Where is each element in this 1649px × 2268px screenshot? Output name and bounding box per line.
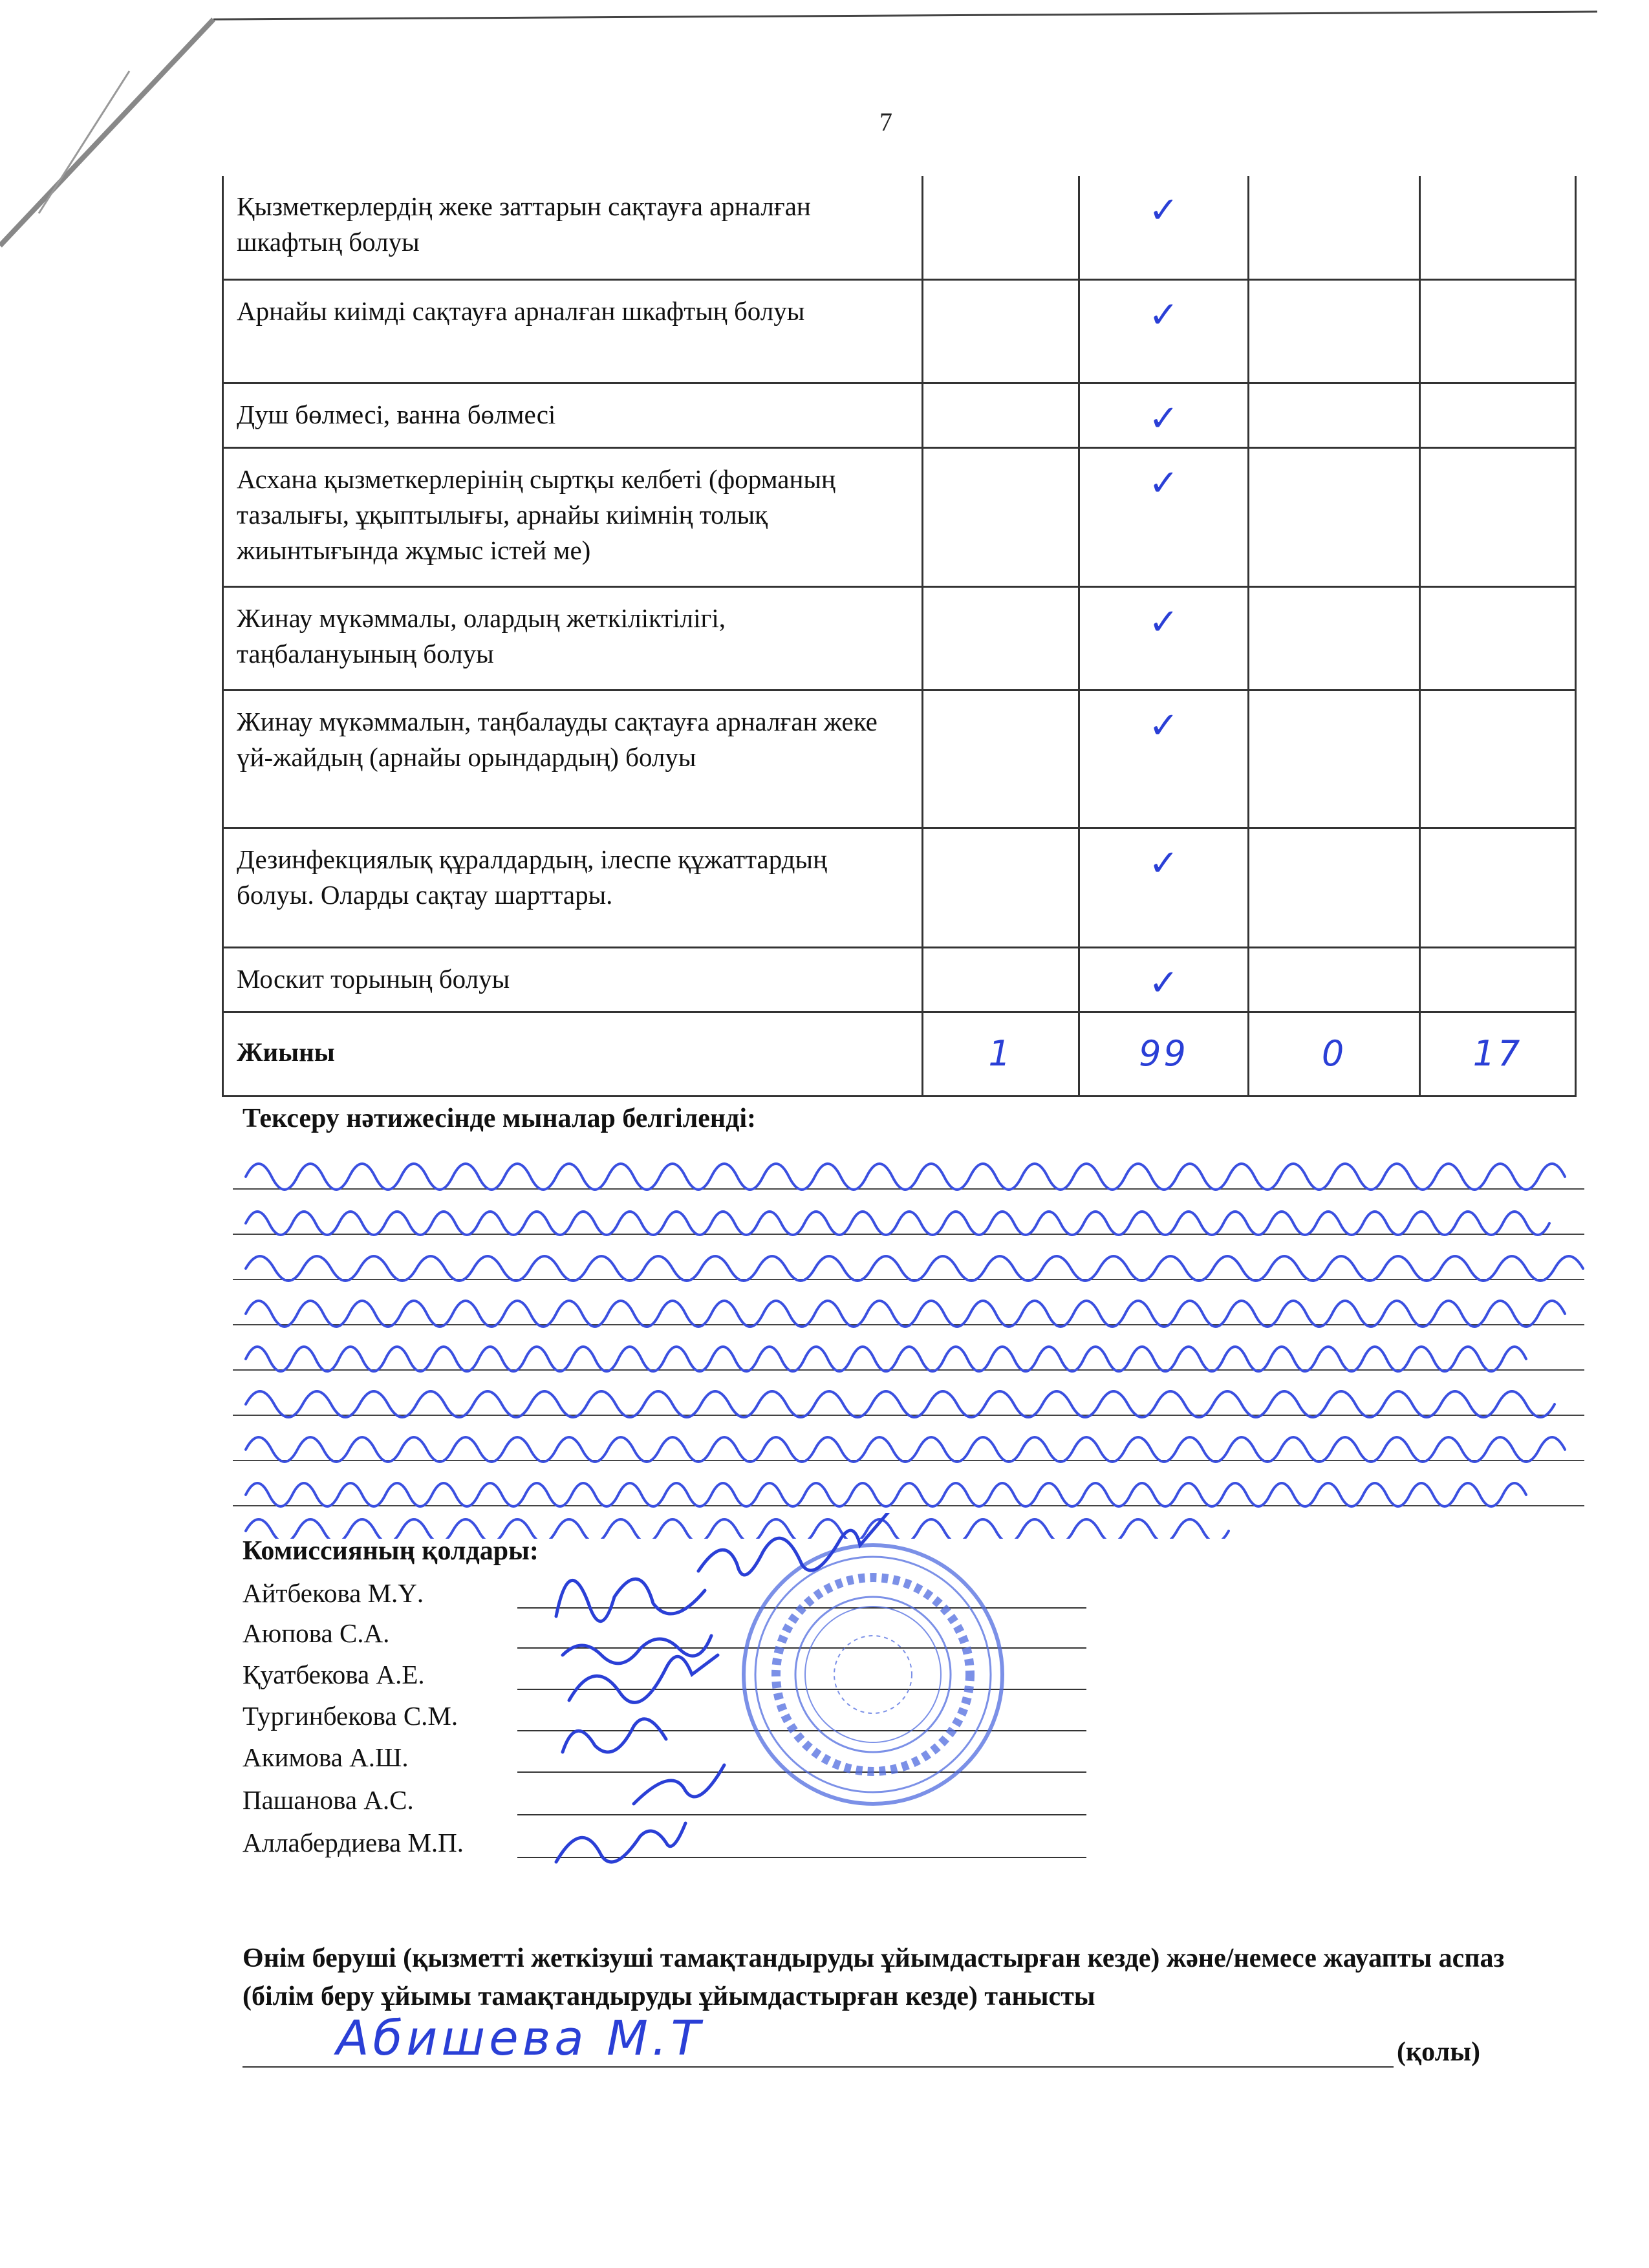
check-mark-icon: ✓ <box>1148 397 1179 440</box>
acknowledgement-text: Өнім беруші (қызметті жеткізуші тамақтандыруды ұйымдастырған кезде) және/немесе жауапты аспаз (білім беру ұйымы тамақтандыруды ұйымдастырған кезде) танысты <box>242 1943 1505 2011</box>
check-mark-icon: ✓ <box>1148 189 1179 231</box>
row-label: Дезинфекциялық құралдардың, ілеспе құжаттардың болуы. Оларды сақтау шарттары. <box>223 828 923 947</box>
table-row <box>223 690 1576 828</box>
check-mark-icon: ✓ <box>1148 462 1179 504</box>
row-label: Душ бөлмесі, ванна бөлмесі <box>223 383 923 447</box>
signer-name: Айтбекова М.Ү. <box>242 1578 424 1608</box>
check-mark-icon: ✓ <box>1148 961 1179 1004</box>
row-label: Арнайы киімді сақтауға арналған шкафтың болуы <box>223 279 923 383</box>
table-row <box>223 947 1576 1012</box>
check-mark-icon: ✓ <box>1148 842 1179 884</box>
total-value: 17 <box>1472 1032 1523 1074</box>
table-row <box>223 176 1576 279</box>
table-row <box>223 383 1576 447</box>
total-row <box>223 1012 1576 1096</box>
page-number: 7 <box>879 107 892 136</box>
table-row <box>223 586 1576 690</box>
total-value: 99 <box>1139 1032 1189 1074</box>
signer-name: Тургинбекова С.М. <box>242 1701 458 1731</box>
checklist-table <box>222 176 1577 1097</box>
check-mark-icon: ✓ <box>1148 704 1179 747</box>
commission-signatures <box>517 1513 1099 1901</box>
row-label: Москит торының болуы <box>223 947 923 1012</box>
row-label: Жинау мүкәммалын, таңбалауды сақтауға арналған жеке үй-жайдың (арнайы орындардың) болуы <box>223 690 923 828</box>
row-label: Қызметкерлердің жеке заттарын сақтауға арналған шкафтың болуы <box>223 176 923 279</box>
total-label: Жиыны <box>223 1012 923 1096</box>
signer-name: Қуатбекова А.Е. <box>242 1660 425 1689</box>
table-row <box>223 279 1576 383</box>
findings-heading: Тексеру нәтижесінде мыналар белгіленді: <box>242 1104 757 1133</box>
table-row <box>223 828 1576 947</box>
check-mark-icon: ✓ <box>1148 294 1179 336</box>
row-label: Асхана қызметкерлерінің сыртқы келбеті (форманың тазалығы, ұқыптылығы, арнайы киімнің толық жиынтығында жұмыс істей ме) <box>223 447 923 586</box>
handwriting-scribble <box>233 1138 1584 1539</box>
handwritten-name: Абишева М.Т <box>336 2011 704 2066</box>
signer-name: Аллабердиева М.П. <box>242 1828 464 1857</box>
total-value: 0 <box>1321 1032 1347 1074</box>
table-row <box>223 447 1576 586</box>
row-label: Жинау мүкәммалы, олардың жеткіліктілігі, таңбалануының болуы <box>223 586 923 690</box>
signer-name: Пашанова А.С. <box>242 1785 414 1815</box>
acknowledgement-signature-line <box>242 2066 1394 2068</box>
total-value: 1 <box>988 1032 1013 1074</box>
signer-name: Акимова А.Ш. <box>242 1742 409 1772</box>
check-mark-icon: ✓ <box>1148 601 1179 643</box>
handwritten-findings <box>233 1138 1584 1539</box>
signature-label: (қолы) <box>1397 2037 1480 2067</box>
commission-heading: Комиссияның қолдары: <box>242 1536 539 1566</box>
signer-name: Аюпова С.А. <box>242 1618 390 1648</box>
